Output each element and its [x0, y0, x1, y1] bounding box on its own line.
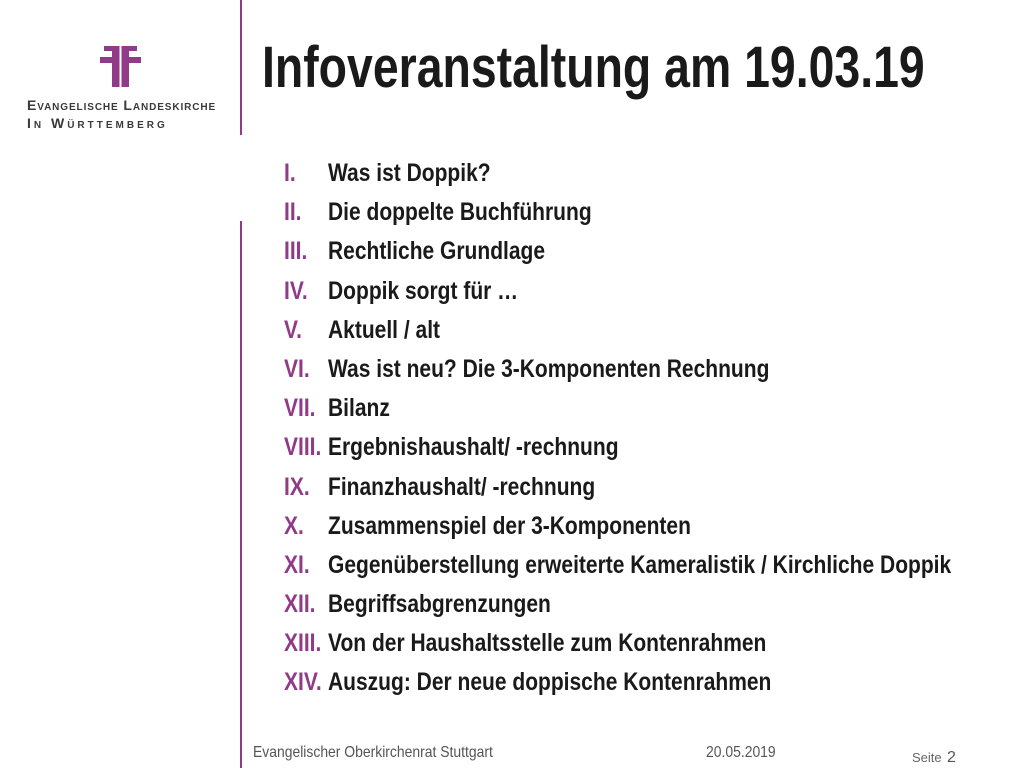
vertical-divider-top: [240, 0, 242, 135]
agenda-item-number: V.: [284, 315, 302, 344]
agenda-item: [284, 154, 956, 193]
footer-organization: Evangelischer Oberkirchenrat Stuttgart: [253, 744, 493, 761]
agenda-item-number: XII.: [284, 590, 316, 619]
agenda-item: [284, 663, 956, 702]
agenda-item: [284, 311, 956, 350]
agenda-item-text: Gegenüberstellung erweiterte Kameralistik / Kirchliche Doppik: [328, 550, 952, 579]
agenda-item-number: VIII.: [284, 433, 322, 462]
agenda-item: [284, 428, 956, 467]
footer-page-number: 2: [947, 749, 956, 766]
agenda-item: [284, 272, 956, 311]
agenda-item-number: XIII.: [284, 629, 322, 658]
agenda-item-number: VI.: [284, 354, 310, 383]
slide-title: Infoveranstaltung am 19.03.19: [262, 35, 925, 100]
agenda-item-text: Bilanz: [328, 394, 390, 423]
agenda-item-text: Finanzhaushalt/ -rechnung: [328, 472, 596, 501]
vertical-divider-bottom: [240, 221, 242, 768]
logo-lettering: [27, 96, 216, 132]
agenda-item-number: IV.: [284, 276, 308, 305]
logo-text-line-2: In Württemberg: [27, 115, 168, 131]
agenda-item: [284, 546, 956, 585]
agenda-item-number: X.: [284, 511, 304, 540]
logo-text-line-1: Evangelische Landeskirche: [27, 97, 217, 113]
agenda-item-number: I.: [284, 159, 296, 187]
agenda-item: [284, 193, 956, 232]
agenda-item-text: Doppik sorgt für …: [328, 276, 519, 305]
agenda-item-number: XI.: [284, 550, 310, 579]
footer-date: 20.05.2019: [706, 744, 776, 761]
agenda-item-text: Begriffsabgrenzungen: [328, 590, 551, 619]
agenda-item-text: Von der Haushaltsstelle zum Kontenrahmen: [328, 629, 767, 658]
agenda-item: [284, 507, 956, 546]
agenda-item: [284, 232, 956, 271]
agenda-item-text: Zusammenspiel der 3-Komponenten: [328, 511, 691, 540]
agenda-item-text: Was ist neu? Die 3-Komponenten Rechnung: [328, 354, 770, 383]
agenda-item: [284, 624, 956, 663]
agenda-item-text: Ergebnishaushalt/ -rechnung: [328, 433, 619, 462]
agenda-item-number: VII.: [284, 394, 316, 423]
agenda-item-text: Rechtliche Grundlage: [328, 237, 546, 266]
agenda-item: [284, 389, 956, 428]
agenda-item-text: Auszug: Der neue doppische Kontenrahmen: [328, 668, 772, 697]
agenda-item-number: IX.: [284, 472, 310, 501]
agenda-item: [284, 350, 956, 389]
agenda-item-text: Aktuell / alt: [328, 315, 441, 344]
agenda-item-text: Was ist Doppik?: [328, 159, 491, 187]
agenda-item-number: XIV.: [284, 668, 322, 697]
agenda-item-text: Die doppelte Buchführung: [328, 198, 592, 227]
agenda-item-number: II.: [284, 198, 302, 227]
cross-icon: [99, 44, 143, 88]
footer-page-label: Seite: [912, 750, 942, 765]
agenda-item: [284, 585, 956, 624]
agenda-list: [284, 154, 956, 703]
agenda-item-number: III.: [284, 237, 308, 266]
agenda-item: [284, 468, 956, 507]
